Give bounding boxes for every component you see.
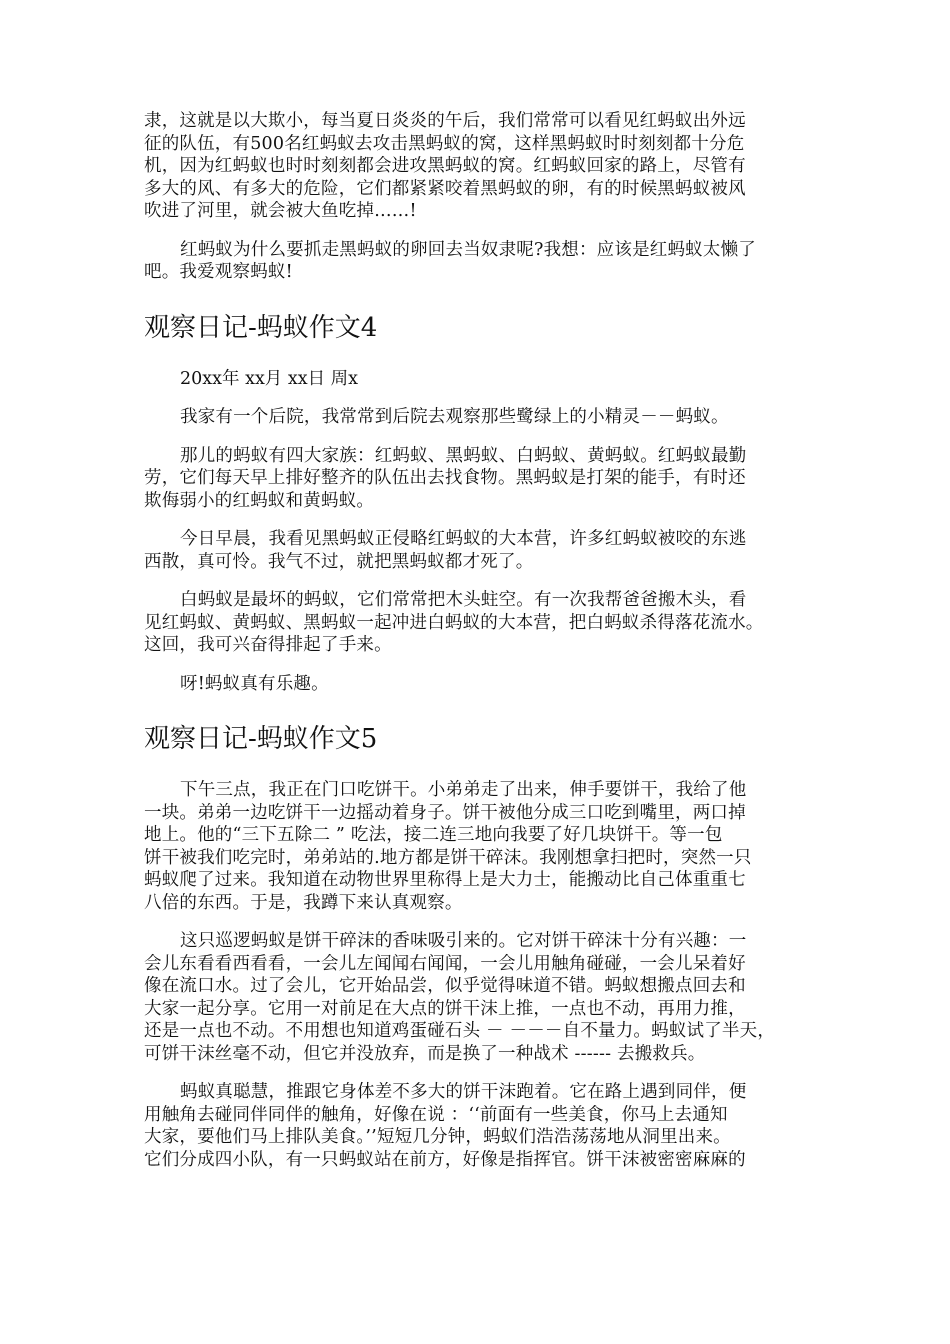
text-line: 隶，这就是以大欺小，每当夏日炎炎的午后，我们常常可以看见红蚂蚁出外远 xyxy=(144,111,746,131)
text-line: 像在流口水。过了会儿，它开始品尝，似乎觉得味道不错。蚂蚁想搬点回去和 xyxy=(144,976,746,996)
section-heading: 观察日记-蚂蚁作文5 xyxy=(144,724,378,754)
paragraph xyxy=(144,445,816,513)
text-line: 白蚂蚁是最坏的蚂蚁，它们常常把木头蛀空。有一次我帮爸爸搬木头，看 xyxy=(180,590,747,610)
paragraph xyxy=(144,673,816,696)
text-line: 劳，它们每天早上排好整齐的队伍出去找食物。黑蚂蚁是打架的能手，有时还 xyxy=(144,468,746,488)
text-line: 吹进了河里，就会被大鱼吃掉……! xyxy=(144,201,417,221)
text-line: 蚂蚁真聪慧，推跟它身体差不多大的饼干沫跑着。它在路上遇到同伴，便 xyxy=(180,1082,747,1102)
text-line: 饼干被我们吃完时，弟弟站的.地方都是饼干碎沫。我刚想拿扫把时，突然一只 xyxy=(144,847,752,868)
text-line: 这回，我可兴奋得排起了手来。 xyxy=(144,635,392,655)
text-line: 那儿的蚂蚁有四大家族：红蚂蚁、黑蚂蚁、白蚂蚁、黄蚂蚁。红蚂蚁最勤 xyxy=(180,445,747,466)
text-line: 蚂蚁爬了过来。我知道在动物世界里称得上是大力士，能搬动比自己体重重七 xyxy=(144,870,746,890)
text-line: 今日早晨，我看见黑蚂蚁正侵略红蚂蚁的大本营，许多红蚂蚁被咬的东逃 xyxy=(180,529,747,549)
paragraph xyxy=(144,110,816,223)
text-line: 它们分成四小队，有一只蚂蚁站在前方，好像是指挥官。饼干沫被密密麻麻的 xyxy=(144,1149,746,1170)
text-line: 征的队伍，有500名红蚂蚁去攻击黑蚂蚁的窝，这样黑蚂蚁时时刻刻都十分危 xyxy=(144,133,745,154)
text-line: 呀!蚂蚁真有乐趣。 xyxy=(180,673,329,694)
section-heading: 观察日记-蚂蚁作文4 xyxy=(144,312,378,343)
document-page xyxy=(144,110,816,1187)
paragraph xyxy=(144,239,816,284)
text-line: 大家，要他们马上排队美食。’’短短几分钟，蚂蚁们浩浩荡荡地从洞里出来。 xyxy=(144,1127,731,1147)
text-line: 会儿东看看西看看，一会儿左闻闻右闻闻，一会儿用触角碰碰，一会儿呆着好 xyxy=(144,953,746,974)
text-line: 这只巡逻蚂蚁是饼干碎沫的香味吸引来的。它对饼干碎沫十分有兴趣：一 xyxy=(180,931,747,951)
paragraph xyxy=(144,930,816,1065)
paragraph xyxy=(144,589,816,657)
text-line: 可饼干沫丝毫不动，但它并没放弃，而是换了一种战术 ------ 去搬救兵。 xyxy=(144,1043,706,1064)
text-line: 大家一起分享。它用一对前足在大点的饼干沫上推，一点也不动，再用力推， xyxy=(144,998,746,1019)
date-line: 20xx年 xx月 xx日 周x xyxy=(180,368,359,389)
text-line: 下午三点，我正在门口吃饼干。小弟弟走了出来，伸手要饼干，我给了他 xyxy=(180,780,747,800)
text-line: 欺侮弱小的红蚂蚁和黄蚂蚁。 xyxy=(144,490,375,511)
text-line: 见红蚂蚁、黄蚂蚁、黑蚂蚁一起冲进白蚂蚁的大本营，把白蚂蚁杀得落花流水。 xyxy=(144,612,764,633)
text-line: 西散，真可怜。我气不过，就把黑蚂蚁都才死了。 xyxy=(144,551,534,572)
paragraph xyxy=(144,406,816,429)
text-line: 地上。他的“三下五除二 ” 吃法，接二连三地向我要了好几块饼干。等一包 xyxy=(144,825,723,845)
text-line: 八倍的东西。于是，我蹲下来认真观察。 xyxy=(144,892,463,913)
text-line: 还是一点也不动。不用想也知道鸡蛋碰石头 － －－－自不量力。蚂蚁试了半天， xyxy=(144,1021,776,1041)
text-line: 多大的风、有多大的危险，它们都紧紧咬着黑蚂蚁的卵，有的时候黑蚂蚁被风 xyxy=(144,178,746,199)
text-line: 用触角去碰同伴同伴的触角，好像在说 ：‘‘前面有一些美食，你马上去通知 xyxy=(144,1104,728,1125)
text-line: 我家有一个后院，我常常到后院去观察那些鹭绿上的小精灵－－蚂蚁。 xyxy=(180,407,729,427)
text-line: 吧。我爱观察蚂蚁! xyxy=(144,262,293,282)
paragraph xyxy=(144,779,816,914)
text-line: 一块。弟弟一边吃饼干一边摇动着身子。饼干被他分成三口吃到嘴里，两口掉 xyxy=(144,802,746,823)
paragraph xyxy=(144,528,816,573)
text-line: 机，因为红蚂蚁也时时刻刻都会进攻黑蚂蚁的窝。红蚂蚁回家的路上，尽管有 xyxy=(144,156,746,176)
paragraph xyxy=(144,1081,816,1171)
text-line: 红蚂蚁为什么要抓走黑蚂蚁的卵回去当奴隶呢?我想：应该是红蚂蚁太懒了 xyxy=(180,239,756,260)
